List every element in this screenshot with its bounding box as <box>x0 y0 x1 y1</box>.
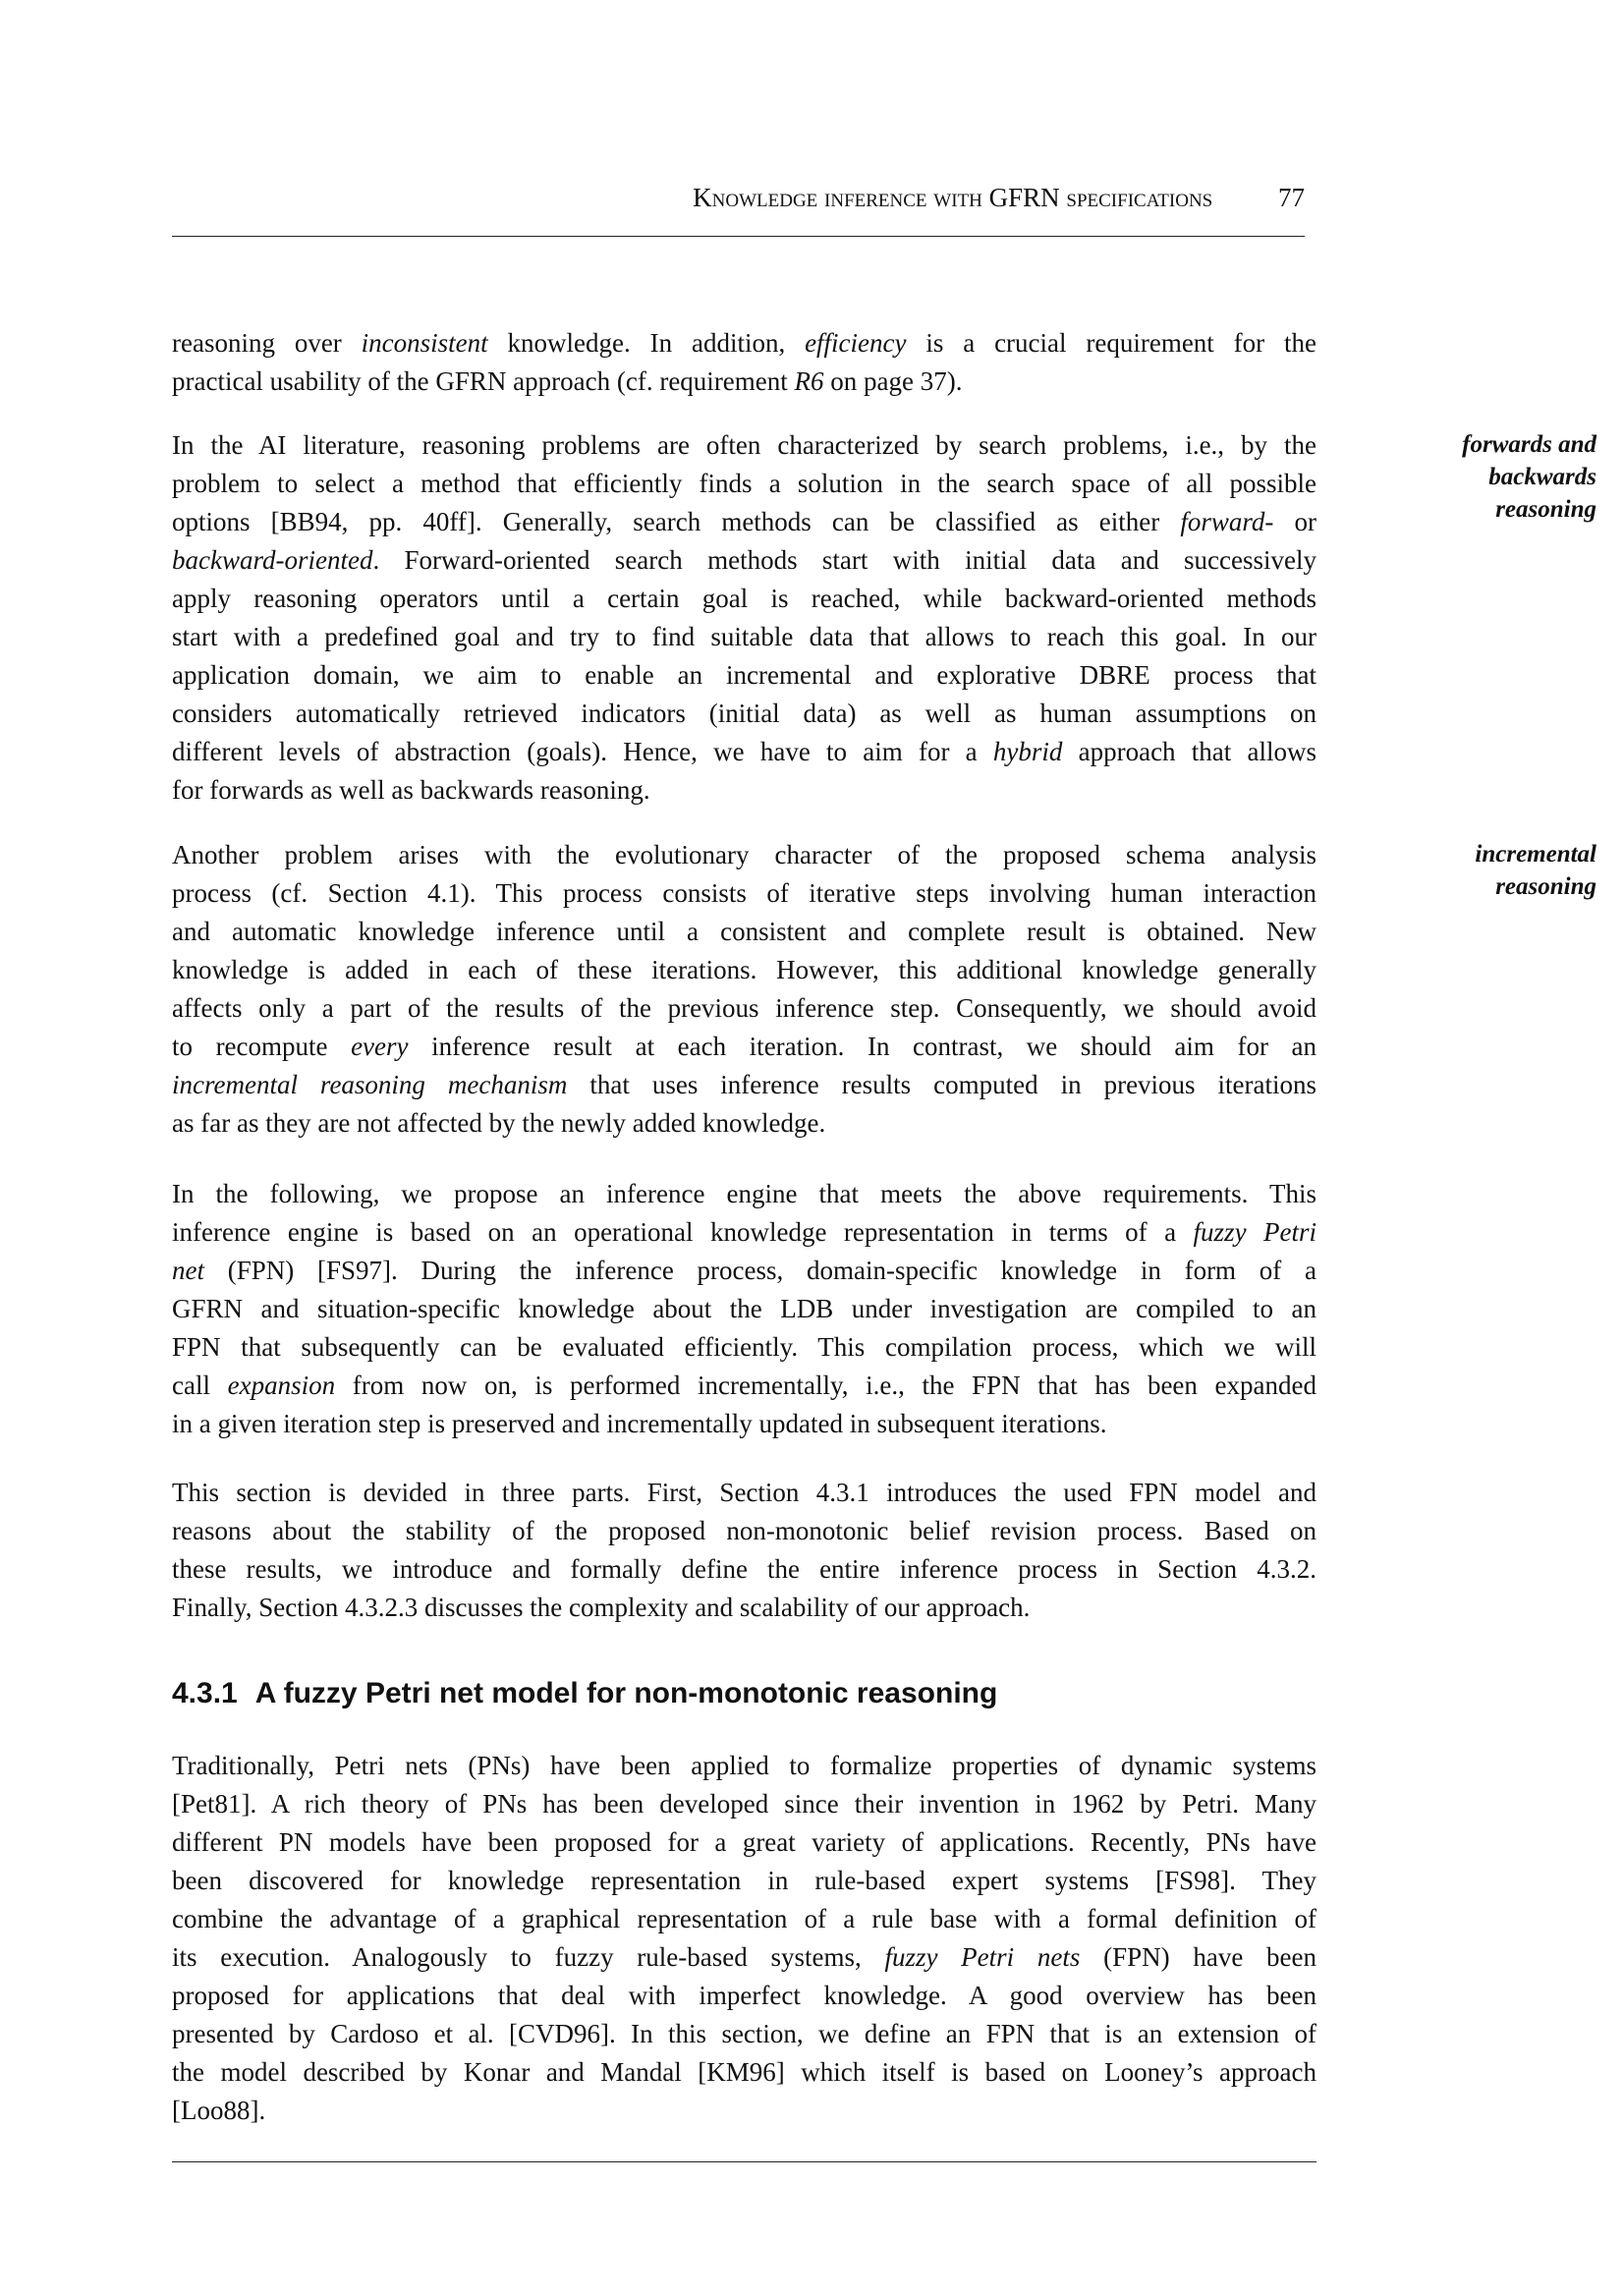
text-line <box>172 1862 1316 1900</box>
text-run: start with a predefined goal and try to find suitable data that allows to reach this goal. In our <box>172 622 1316 651</box>
text-line <box>172 580 1316 618</box>
text-line <box>172 913 1316 951</box>
text-line <box>172 874 1316 913</box>
text-line <box>172 426 1316 465</box>
text-run: Finally, Section 4.3.2.3 discusses the complexity and scalability of our approach. <box>172 1593 1031 1622</box>
text-run: GFRN and situation-specific knowledge about the LDB under investigation are compiled to an <box>172 1294 1316 1323</box>
text-run: these results, we introduce and formally define the entire inference process in Section 4.3.2. <box>172 1554 1316 1584</box>
paragraph <box>172 1747 1316 2130</box>
section-title: A fuzzy Petri net model for non-monotonic reasoning <box>254 1677 998 1709</box>
text-run: knowledge. In addition, <box>487 328 806 358</box>
emphasis-text: every <box>351 1032 409 1061</box>
text-run: Traditionally, Petri nets (PNs) have been applied to formalize properties of dynamic systems <box>172 1751 1316 1780</box>
text-line <box>172 324 1316 363</box>
text-run: approach that allows <box>1062 737 1316 766</box>
text-run: [Loo88]. <box>172 2096 266 2125</box>
text-line <box>172 1785 1316 1823</box>
running-header-title: Knowledge inference with GFRN specifications <box>693 183 1213 212</box>
text-line <box>172 1405 1316 1443</box>
margin-note-incremental <box>1341 838 1596 903</box>
emphasis-text: fuzzy Petri <box>1193 1217 1316 1247</box>
emphasis-text: fuzzy Petri nets <box>884 1942 1081 1972</box>
text-line <box>172 1550 1316 1589</box>
page-number: 77 <box>1278 183 1305 212</box>
text-line <box>172 1938 1316 1977</box>
margin-note-line: forwards and <box>1462 431 1596 458</box>
text-run: and automatic knowledge inference until a consistent and complete result is obtained. New <box>172 917 1316 946</box>
paragraph <box>172 1175 1316 1443</box>
text-line <box>172 836 1316 874</box>
text-run: is a crucial requirement for the <box>906 328 1316 358</box>
text-run: call <box>172 1371 228 1400</box>
text-run: (FPN) [FS97]. During the inference process, domain-specific knowledge in form of a <box>204 1256 1316 1285</box>
text-run: practical usability of the GFRN approach (cf. requirement <box>172 366 795 396</box>
emphasis-text: efficiency <box>805 328 907 358</box>
text-line <box>172 1290 1316 1328</box>
text-line <box>172 503 1316 541</box>
text-run: to recompute <box>172 1032 352 1061</box>
text-run: application domain, we aim to enable an incremental and explorative DBRE process that <box>172 660 1316 690</box>
running-header <box>172 183 1305 213</box>
margin-note-forwards-backwards <box>1341 428 1596 526</box>
footer-rule <box>172 2161 1316 2162</box>
text-line <box>172 989 1316 1028</box>
section-number: 4.3.1 <box>172 1677 238 1709</box>
text-run: from now on, is performed incrementally, i.e., the FPN that has been expanded <box>335 1371 1316 1400</box>
text-run: In the following, we propose an inference engine that meets the above requirements. This <box>172 1179 1316 1208</box>
text-run: combine the advantage of a graphical representation of a rule base with a formal definition of <box>172 1904 1316 1933</box>
text-line <box>172 1213 1316 1252</box>
text-run: as far as they are not affected by the newly added knowledge. <box>172 1108 826 1138</box>
paragraph <box>172 426 1316 810</box>
paragraph <box>172 1474 1316 1627</box>
text-run: affects only a part of the results of the previous inference step. Consequently, we should avoid <box>172 993 1316 1023</box>
text-run: proposed for applications that deal with imperfect knowledge. A good overview has been <box>172 1981 1316 2010</box>
text-run: options [BB94, pp. 40ff]. Generally, search methods can be classified as either <box>172 507 1181 536</box>
text-run: presented by Cardoso et al. [CVD96]. In this section, we define an FPN that is an extension of <box>172 2019 1316 2048</box>
emphasis-text: forward- <box>1180 507 1274 536</box>
text-line <box>172 1367 1316 1405</box>
header-rule <box>172 236 1305 237</box>
text-line <box>172 2092 1316 2130</box>
emphasis-text: hybrid <box>992 737 1063 766</box>
text-line <box>172 695 1316 733</box>
text-run: on page 37). <box>823 366 963 396</box>
margin-note-line: reasoning <box>1495 873 1596 900</box>
text-line <box>172 363 1316 401</box>
text-line <box>172 1028 1316 1066</box>
text-line <box>172 2053 1316 2092</box>
text-run: [Pet81]. A rich theory of PNs has been developed since their invention in 1962 by Petri. Many <box>172 1789 1316 1819</box>
margin-note-line: incremental <box>1475 841 1596 868</box>
emphasis-text: incremental reasoning mechanism <box>172 1070 568 1099</box>
text-line <box>172 1747 1316 1785</box>
margin-note-line: backwards <box>1488 464 1596 490</box>
paragraph <box>172 324 1316 401</box>
text-run: In the AI literature, reasoning problems are often characterized by search problems, i.e., by the <box>172 430 1316 460</box>
text-line <box>172 1977 1316 2015</box>
text-run: for forwards as well as backwards reasoning. <box>172 775 650 805</box>
text-run: . Forward-oriented search methods start with initial data and successively <box>372 545 1316 575</box>
text-line <box>172 465 1316 503</box>
emphasis-text: expansion <box>227 1371 336 1400</box>
text-run: reasons about the stability of the proposed non-monotonic belief revision process. Based on <box>172 1516 1316 1545</box>
emphasis-text: inconsistent <box>361 328 488 358</box>
text-run: its execution. Analogously to fuzzy rule-based systems, <box>172 1942 885 1972</box>
text-line <box>172 951 1316 989</box>
text-run: This section is devided in three parts. First, Section 4.3.1 introduces the used FPN model and <box>172 1478 1316 1507</box>
section-heading <box>172 1677 997 1710</box>
emphasis-text: R6 <box>794 366 824 396</box>
text-line <box>172 771 1316 810</box>
text-line <box>172 541 1316 580</box>
text-line <box>172 1252 1316 1290</box>
text-run: reasoning over <box>172 328 362 358</box>
text-run: or <box>1273 507 1316 536</box>
margin-note-line: reasoning <box>1495 496 1596 523</box>
emphasis-text: net <box>172 1256 204 1285</box>
paragraph <box>172 836 1316 1143</box>
text-line <box>172 2015 1316 2053</box>
text-line <box>172 656 1316 695</box>
text-run: the model described by Konar and Mandal [KM96] which itself is based on Looney’s approach <box>172 2057 1316 2087</box>
text-run: different PN models have been proposed for a great variety of applications. Recently, PNs have <box>172 1827 1316 1857</box>
text-run: apply reasoning operators until a certain goal is reached, while backward-oriented methods <box>172 584 1316 613</box>
text-run: inference engine is based on an operational knowledge representation in terms of a <box>172 1217 1194 1247</box>
text-line <box>172 1512 1316 1550</box>
text-line <box>172 1328 1316 1367</box>
text-run: knowledge is added in each of these iterations. However, this additional knowledge generally <box>172 955 1316 984</box>
text-run: process (cf. Section 4.1). This process consists of iterative steps involving human interaction <box>172 878 1316 908</box>
text-run: different levels of abstraction (goals). Hence, we have to aim for a <box>172 737 993 766</box>
text-line <box>172 1823 1316 1862</box>
text-run: considers automatically retrieved indicators (initial data) as well as human assumptions on <box>172 699 1316 728</box>
text-line <box>172 1900 1316 1938</box>
text-line <box>172 1104 1316 1143</box>
text-run: inference result at each iteration. In contrast, we should aim for an <box>408 1032 1316 1061</box>
text-line <box>172 618 1316 656</box>
text-run: been discovered for knowledge representation in rule-based expert systems [FS98]. They <box>172 1866 1316 1895</box>
text-line <box>172 1066 1316 1104</box>
text-line <box>172 1474 1316 1512</box>
emphasis-text: backward-oriented <box>172 545 373 575</box>
text-line <box>172 1589 1316 1627</box>
text-run: that uses inference results computed in previous iterations <box>567 1070 1317 1099</box>
text-run: problem to select a method that efficiently finds a solution in the search space of all possible <box>172 469 1316 498</box>
text-run: (FPN) have been <box>1080 1942 1317 1972</box>
text-line <box>172 733 1316 771</box>
text-run: FPN that subsequently can be evaluated efficiently. This compilation process, which we will <box>172 1332 1316 1362</box>
text-run: in a given iteration step is preserved and incrementally updated in subsequent iterations. <box>172 1409 1107 1438</box>
text-run: Another problem arises with the evolutionary character of the proposed schema analysis <box>172 840 1316 869</box>
text-line <box>172 1175 1316 1213</box>
